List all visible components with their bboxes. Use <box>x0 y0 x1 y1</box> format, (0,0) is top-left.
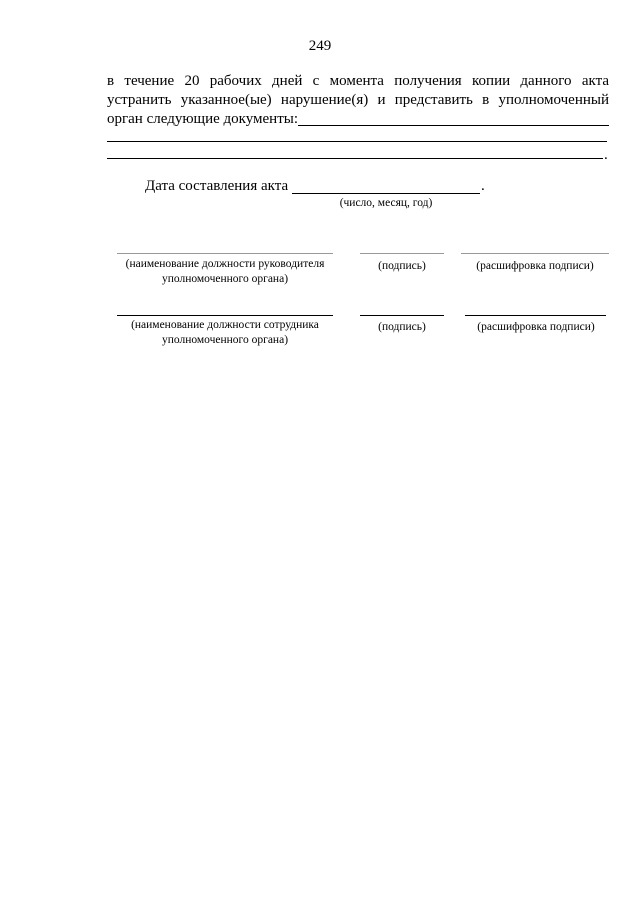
employee-position-line[interactable] <box>117 315 333 316</box>
documents-fill-line-1[interactable] <box>298 125 609 126</box>
head-signature-line[interactable] <box>360 253 444 254</box>
body-line-3: орган следующие документы: <box>107 111 299 127</box>
head-signature-caption: (подпись) <box>378 260 426 272</box>
employee-signature-caption: (подпись) <box>378 321 426 333</box>
employee-decryption-line[interactable] <box>465 315 606 316</box>
body-line-1: в течение 20 рабочих дней с момента получения копии данного акта <box>107 73 609 89</box>
employee-position-caption: (наименование должности сотрудника уполномоченного органа) <box>131 319 319 346</box>
employee-decryption-caption: (расшифровка подписи) <box>477 321 595 333</box>
head-decryption-line[interactable] <box>461 253 609 254</box>
documents-fill-line-2[interactable] <box>107 141 607 142</box>
documents-end-dot: . <box>604 147 608 163</box>
date-end-dot: . <box>481 178 485 194</box>
date-fill-line[interactable] <box>292 193 480 194</box>
head-position-line[interactable] <box>117 253 333 254</box>
head-decryption-caption: (расшифровка подписи) <box>476 260 594 272</box>
date-label: Дата составления акта <box>145 178 289 194</box>
page-number: 249 <box>308 38 332 54</box>
documents-fill-line-3[interactable] <box>107 158 603 159</box>
head-position-caption: (наименование должности руководителя уполномоченного органа) <box>125 258 325 285</box>
body-line-2: устранить указанное(ые) нарушение(я) и представить в уполномоченный <box>107 92 609 108</box>
employee-signature-line[interactable] <box>360 315 444 316</box>
date-caption: (число, месяц, год) <box>339 197 433 209</box>
